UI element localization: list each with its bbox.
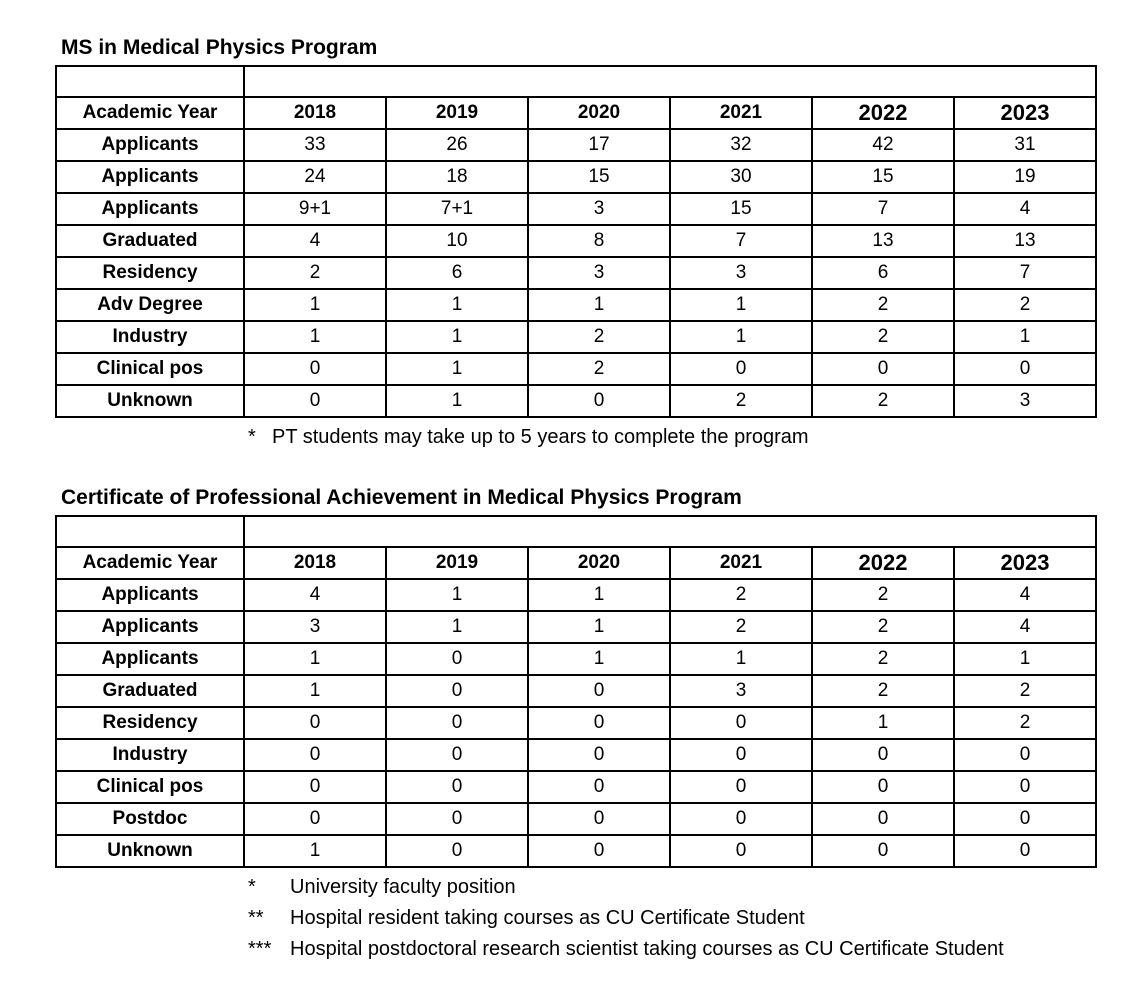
data-cell: 1 <box>528 643 670 675</box>
data-cell: 2 <box>812 579 954 611</box>
table-title: Certificate of Professional Achievement in Medical Physics Program <box>61 486 742 509</box>
data-cell: 2 <box>954 707 1096 739</box>
row-label-cell: Clinical pos <box>56 353 244 385</box>
data-cell: 7+1 <box>386 193 528 225</box>
empty-corner-cell <box>56 66 244 97</box>
ms-program-table <box>55 65 1097 418</box>
data-cell: 0 <box>812 835 954 867</box>
data-cell: 13 <box>954 225 1096 257</box>
table-row <box>56 835 1096 867</box>
data-cell: 0 <box>386 803 528 835</box>
data-cell: 1 <box>954 321 1096 353</box>
row-label-cell: Postdoc <box>56 803 244 835</box>
data-cell: 0 <box>670 353 812 385</box>
data-cell: 1 <box>244 675 386 707</box>
footnote <box>248 903 1146 934</box>
data-cell: 9+1 <box>244 193 386 225</box>
row-label-cell: Industry <box>56 321 244 353</box>
data-cell: 4 <box>954 579 1096 611</box>
data-cell: 32 <box>670 129 812 161</box>
data-cell: 3 <box>670 257 812 289</box>
data-cell: 0 <box>812 771 954 803</box>
data-cell: 0 <box>528 771 670 803</box>
table-row <box>56 707 1096 739</box>
footnote-text: Hospital postdoctoral research scientist taking courses as CU Certificate Student <box>290 938 1004 960</box>
data-cell: 2 <box>670 611 812 643</box>
footnote-marker: * <box>248 876 256 898</box>
table-row <box>56 579 1096 611</box>
data-cell: 2 <box>954 289 1096 321</box>
table-row <box>56 643 1096 675</box>
data-cell: 0 <box>386 707 528 739</box>
year-header-cell: 2021 <box>670 97 812 129</box>
data-cell: 13 <box>812 225 954 257</box>
data-cell: 0 <box>386 675 528 707</box>
data-cell: 2 <box>244 257 386 289</box>
year-header-cell: 2022 <box>812 547 954 579</box>
table-row <box>56 611 1096 643</box>
data-cell: 0 <box>812 353 954 385</box>
data-cell: 1 <box>528 611 670 643</box>
data-cell: 0 <box>386 739 528 771</box>
data-cell: 3 <box>670 675 812 707</box>
footnote <box>248 934 1146 965</box>
table-row <box>56 321 1096 353</box>
data-cell: 33 <box>244 129 386 161</box>
data-cell: 1 <box>386 611 528 643</box>
data-cell: 4 <box>954 193 1096 225</box>
table-row <box>56 675 1096 707</box>
footnote-marker: * <box>248 426 256 448</box>
row-label-cell: Graduated <box>56 225 244 257</box>
data-cell: 0 <box>954 353 1096 385</box>
data-cell: 0 <box>386 771 528 803</box>
data-cell: 2 <box>812 643 954 675</box>
data-cell: 0 <box>528 835 670 867</box>
year-header-cell: 2018 <box>244 547 386 579</box>
data-cell: 0 <box>812 739 954 771</box>
data-cell: 3 <box>528 257 670 289</box>
data-cell: 0 <box>244 771 386 803</box>
data-cell: 2 <box>670 579 812 611</box>
data-cell: 0 <box>528 739 670 771</box>
data-cell: 7 <box>954 257 1096 289</box>
data-cell: 2 <box>954 675 1096 707</box>
footnote-text: University faculty position <box>290 876 516 898</box>
data-cell: 8 <box>528 225 670 257</box>
data-cell: 0 <box>244 803 386 835</box>
data-cell: 0 <box>528 707 670 739</box>
data-cell: 2 <box>812 385 954 417</box>
data-cell: 15 <box>528 161 670 193</box>
row-label-cell: Unknown <box>56 835 244 867</box>
data-cell: 0 <box>244 739 386 771</box>
data-cell: 1 <box>670 289 812 321</box>
data-cell: 0 <box>812 803 954 835</box>
row-label-cell: Applicants <box>56 579 244 611</box>
data-cell: 1 <box>954 643 1096 675</box>
data-cell: 10 <box>386 225 528 257</box>
table-row <box>56 161 1096 193</box>
data-cell: 0 <box>670 835 812 867</box>
empty-corner-cell <box>56 516 244 547</box>
data-cell: 6 <box>812 257 954 289</box>
row-label-cell: Applicants <box>56 161 244 193</box>
data-cell: 0 <box>954 739 1096 771</box>
empty-span-cell <box>244 66 1096 97</box>
table-row <box>56 225 1096 257</box>
data-cell: 0 <box>670 803 812 835</box>
data-cell: 1 <box>386 579 528 611</box>
table-row <box>56 289 1096 321</box>
data-cell: 0 <box>244 385 386 417</box>
year-header-cell: 2020 <box>528 547 670 579</box>
data-cell: 15 <box>670 193 812 225</box>
data-cell: 1 <box>244 289 386 321</box>
footnote-text: Hospital resident taking courses as CU Certificate Student <box>290 907 805 929</box>
data-cell: 15 <box>812 161 954 193</box>
header-label-cell: Academic Year <box>56 97 244 129</box>
data-cell: 4 <box>954 611 1096 643</box>
row-label-cell: Residency <box>56 707 244 739</box>
data-cell: 7 <box>670 225 812 257</box>
spacer-row <box>56 516 1096 547</box>
data-cell: 0 <box>954 771 1096 803</box>
data-cell: 18 <box>386 161 528 193</box>
data-cell: 2 <box>812 289 954 321</box>
data-cell: 0 <box>670 771 812 803</box>
table-row <box>56 739 1096 771</box>
data-cell: 0 <box>528 385 670 417</box>
data-cell: 1 <box>812 707 954 739</box>
table-title: MS in Medical Physics Program <box>61 36 378 59</box>
data-cell: 1 <box>386 385 528 417</box>
data-cell: 4 <box>244 579 386 611</box>
header-row <box>56 547 1096 579</box>
row-label-cell: Applicants <box>56 611 244 643</box>
data-cell: 1 <box>244 321 386 353</box>
spacer-row <box>56 66 1096 97</box>
data-cell: 30 <box>670 161 812 193</box>
data-cell: 4 <box>244 225 386 257</box>
table-row <box>56 193 1096 225</box>
certificate-program-table <box>55 515 1097 868</box>
row-label-cell: Residency <box>56 257 244 289</box>
table-row <box>56 803 1096 835</box>
year-header-cell: 2022 <box>812 97 954 129</box>
data-cell: 0 <box>244 353 386 385</box>
year-header-cell: 2020 <box>528 97 670 129</box>
footnote-text: PT students may take up to 5 years to complete the program <box>272 426 809 448</box>
data-cell: 2 <box>528 353 670 385</box>
data-cell: 2 <box>812 675 954 707</box>
table-row <box>56 129 1096 161</box>
header-label-cell: Academic Year <box>56 547 244 579</box>
footnote <box>248 422 1146 453</box>
data-cell: 2 <box>812 611 954 643</box>
row-label-cell: Applicants <box>56 643 244 675</box>
data-cell: 24 <box>244 161 386 193</box>
row-label-cell: Applicants <box>56 193 244 225</box>
year-header-cell: 2019 <box>386 97 528 129</box>
row-label-cell: Clinical pos <box>56 771 244 803</box>
row-label-cell: Graduated <box>56 675 244 707</box>
data-cell: 42 <box>812 129 954 161</box>
data-cell: 17 <box>528 129 670 161</box>
header-row <box>56 97 1096 129</box>
year-header-cell: 2019 <box>386 547 528 579</box>
year-header-cell: 2018 <box>244 97 386 129</box>
data-cell: 1 <box>386 321 528 353</box>
footnote-marker: ** <box>248 907 264 929</box>
footnote-marker: *** <box>248 938 272 960</box>
data-cell: 1 <box>670 321 812 353</box>
data-cell: 6 <box>386 257 528 289</box>
data-cell: 7 <box>812 193 954 225</box>
data-cell: 0 <box>670 707 812 739</box>
data-cell: 1 <box>670 643 812 675</box>
data-cell: 0 <box>954 803 1096 835</box>
certificate-program-section <box>55 486 1146 965</box>
empty-span-cell <box>244 516 1096 547</box>
data-cell: 2 <box>670 385 812 417</box>
data-cell: 1 <box>528 289 670 321</box>
footnote <box>248 872 1146 903</box>
row-label-cell: Industry <box>56 739 244 771</box>
footnotes <box>248 872 1146 965</box>
data-cell: 0 <box>244 707 386 739</box>
data-cell: 0 <box>954 835 1096 867</box>
data-cell: 3 <box>528 193 670 225</box>
data-cell: 1 <box>244 643 386 675</box>
data-cell: 3 <box>244 611 386 643</box>
table-row <box>56 353 1096 385</box>
row-label-cell: Adv Degree <box>56 289 244 321</box>
row-label-cell: Applicants <box>56 129 244 161</box>
table-row <box>56 257 1096 289</box>
data-cell: 0 <box>528 803 670 835</box>
table-row <box>56 385 1096 417</box>
footnotes <box>248 422 1146 453</box>
data-cell: 1 <box>528 579 670 611</box>
data-cell: 26 <box>386 129 528 161</box>
data-cell: 0 <box>528 675 670 707</box>
data-cell: 1 <box>244 835 386 867</box>
data-cell: 2 <box>528 321 670 353</box>
data-cell: 1 <box>386 353 528 385</box>
table-row <box>56 771 1096 803</box>
year-header-cell: 2021 <box>670 547 812 579</box>
ms-program-section <box>55 36 1146 453</box>
data-cell: 0 <box>670 739 812 771</box>
year-header-cell: 2023 <box>954 547 1096 579</box>
data-cell: 2 <box>812 321 954 353</box>
data-cell: 0 <box>386 835 528 867</box>
data-cell: 3 <box>954 385 1096 417</box>
data-cell: 1 <box>386 289 528 321</box>
year-header-cell: 2023 <box>954 97 1096 129</box>
data-cell: 0 <box>386 643 528 675</box>
data-cell: 31 <box>954 129 1096 161</box>
row-label-cell: Unknown <box>56 385 244 417</box>
data-cell: 19 <box>954 161 1096 193</box>
